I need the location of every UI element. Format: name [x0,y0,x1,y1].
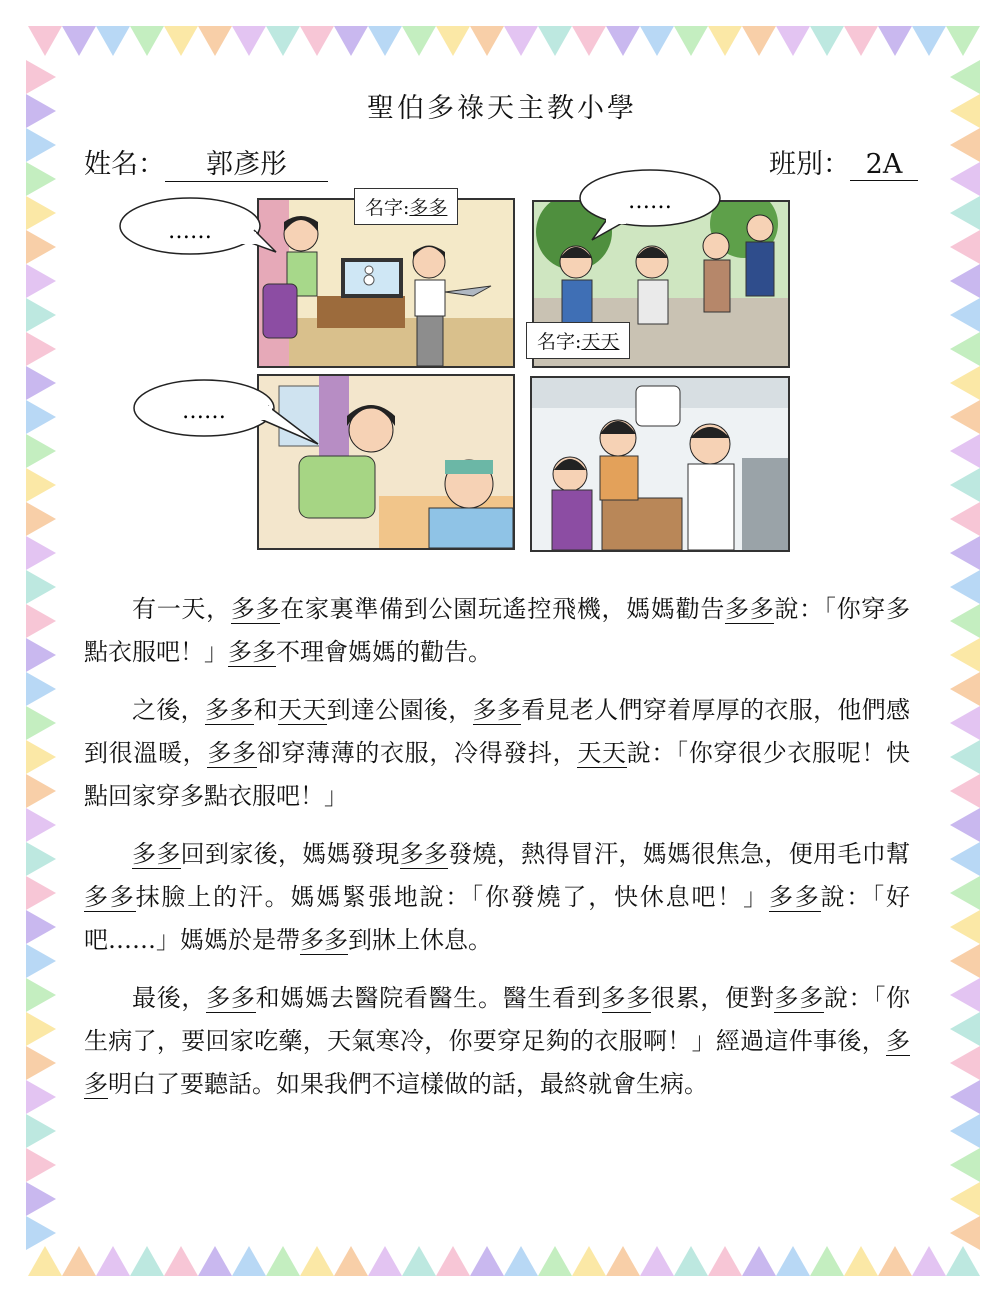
underlined-name: 多多 [206,984,256,1012]
border-triangle [640,1246,674,1276]
border-triangle [810,1246,844,1276]
border-triangle [436,1246,470,1276]
border-triangle [62,1246,96,1276]
story-text-run: 不理會媽媽的勸告。 [276,638,492,666]
border-triangle [26,1080,56,1114]
border-triangle [878,26,912,56]
border-triangle [776,1246,810,1276]
border-triangle [26,774,56,808]
border-triangle [62,26,96,56]
border-triangle [26,570,56,604]
border-triangle [26,1148,56,1182]
border-triangle [950,502,980,536]
tag-name: 天天 [581,331,620,353]
border-triangle [198,1246,232,1276]
border-triangle [606,1246,640,1276]
border-triangle [950,1182,980,1216]
border-triangle [26,434,56,468]
tag-prefix: 名字: [365,197,410,219]
border-triangle [950,1080,980,1114]
story-text-run: 抹臉上的汗。媽媽緊張地說：「你發燒了，快休息吧！」 [135,883,769,911]
name-tag-tiantian [526,322,630,359]
border-triangle [640,26,674,56]
underlined-name: 多多 [207,739,257,767]
border-triangle [26,196,56,230]
story-text-run: 和媽媽去醫院看醫生。醫生看到 [255,984,602,1012]
class-field [769,142,918,181]
name-field [84,142,328,182]
border-triangle [950,808,980,842]
story-text-run: 到達公園後， [326,696,473,724]
story-text-run: 回到家後，媽媽發現 [180,840,400,868]
border-triangle [674,26,708,56]
underlined-name: 多多 [472,696,522,724]
name-label: 姓名： [84,149,165,180]
border-triangle [950,196,980,230]
border-triangle [26,230,56,264]
story-text-run: 之後， [132,696,205,724]
doctor-scene-illustration [532,378,788,550]
border-triangle [742,26,776,56]
border-triangle [26,366,56,400]
border-triangle [130,26,164,56]
border-triangle [950,468,980,502]
border-triangle [26,672,56,706]
border-triangle [26,1114,56,1148]
bubble-text: …… [628,189,672,214]
border-triangle [198,26,232,56]
underlined-name: 多多 [768,883,821,911]
border-triangle [950,774,980,808]
border-triangle [742,1246,776,1276]
border-triangle [266,1246,300,1276]
border-triangle [266,26,300,56]
class-value: 2A [850,149,918,181]
border-triangle [26,468,56,502]
bubble-text: …… [168,219,212,244]
border-triangle [606,26,640,56]
border-triangle [950,910,980,944]
border-triangle [946,1246,980,1276]
story-text-run: 明白了要聽話。如果我們不這樣做的話，最終就會生病。 [108,1070,708,1098]
border-triangle [950,264,980,298]
border-triangle [26,1216,56,1250]
border-triangle [402,26,436,56]
border-triangle [130,1246,164,1276]
border-triangle [674,1246,708,1276]
tag-name: 多多 [409,197,448,219]
border-triangle [844,1246,878,1276]
border-triangle [950,298,980,332]
border-triangle [26,740,56,774]
border-triangle [232,1246,266,1276]
border-triangle [946,26,980,56]
story-text-run: 發燒，熱得冒汗，媽媽很焦急，便用毛巾幫 [448,840,911,868]
story-text-run: 說：「你穿很少衣服呢！快點回家穿多點衣服吧！」 [84,739,911,810]
border-triangle [950,672,980,706]
speech-bubble-tiantian [578,166,728,242]
border-triangle [26,1046,56,1080]
underlined-name: 多多 [204,696,254,724]
border-triangle [28,26,62,56]
border-triangle [810,26,844,56]
border-triangle [538,26,572,56]
border-triangle [776,26,810,56]
story-text-run: 卻穿薄薄的衣服，冷得發抖， [256,739,578,767]
underlined-name: 多多 [300,926,348,954]
border-triangle [912,1246,946,1276]
border-triangle [950,1216,980,1250]
story-text [84,588,910,1121]
story-paragraph-4 [84,977,910,1106]
border-triangle [96,26,130,56]
border-triangle [950,978,980,1012]
name-tag-duoduo [354,188,458,225]
border-triangle [26,502,56,536]
underlined-name: 多多 [84,1027,910,1098]
story-text-run: 最後， [132,984,207,1012]
border-triangle [504,1246,538,1276]
underlined-name: 多多 [774,984,824,1012]
border-triangle [950,434,980,468]
underlined-name: 天天 [577,739,627,767]
border-triangle [26,1182,56,1216]
border-triangle [164,26,198,56]
border-triangle [26,978,56,1012]
border-triangle [950,1148,980,1182]
border-triangle [950,1012,980,1046]
school-title: 聖伯多祿天主教小學 [367,93,637,124]
border-triangle [470,1246,504,1276]
border-triangle [950,400,980,434]
story-text-run: 很累，便對 [650,984,775,1012]
story-text-run: 到牀上休息。 [348,926,492,954]
border-triangle [164,1246,198,1276]
border-triangle [950,944,980,978]
story-paragraph-1 [84,588,910,674]
story-text-run: 和 [253,696,278,724]
name-value: 郭彥彤 [165,142,328,182]
border-triangle [26,944,56,978]
border-triangle [912,26,946,56]
border-triangle [26,842,56,876]
underlined-name: 多多 [132,840,181,868]
border-triangle [572,1246,606,1276]
border-triangle [368,1246,402,1276]
story-paragraph-2 [84,689,910,818]
border-triangle [950,1114,980,1148]
border-triangle [844,26,878,56]
speech-bubble-mom-home [118,194,278,264]
border-triangle [26,264,56,298]
border-triangle [26,162,56,196]
border-triangle [26,1012,56,1046]
border-triangle [26,706,56,740]
border-triangle [708,1246,742,1276]
border-triangle [26,400,56,434]
border-triangle [878,1246,912,1276]
border-triangle [950,1046,980,1080]
border-triangle [232,26,266,56]
story-text-run: 在家裏準備到公園玩遙控飛機，媽媽勸告 [280,595,726,623]
border-triangle [470,26,504,56]
story-text-run: 說：「好吧……」媽媽於是帶 [84,883,910,954]
underlined-name: 多多 [228,638,276,666]
border-triangle [26,128,56,162]
class-label: 班別： [769,149,850,180]
border-triangle [950,570,980,604]
border-triangle [334,1246,368,1276]
border-triangle [26,876,56,910]
border-triangle [708,26,742,56]
border-triangle [950,706,980,740]
border-triangle [300,26,334,56]
border-triangle [950,162,980,196]
border-triangle [572,26,606,56]
border-triangle [300,1246,334,1276]
border-triangle [368,26,402,56]
story-text-run: 說：「你生病了，要回家吃藥，天氣寒冷，你要穿足夠的衣服啊！」經過這件事後， [84,984,911,1055]
story-text-run: 有一天， [132,595,231,623]
border-triangle [950,604,980,638]
border-triangle [950,128,980,162]
border-triangle [950,332,980,366]
border-triangle [26,638,56,672]
bubble-text: …… [182,399,226,424]
border-triangle [28,1246,62,1276]
border-triangle [26,298,56,332]
underlined-name: 天天 [277,696,327,724]
border-triangle [26,910,56,944]
border-triangle [26,808,56,842]
story-paragraph-3 [84,833,910,962]
border-triangle [538,1246,572,1276]
border-triangle [26,604,56,638]
border-triangle [26,536,56,570]
underlined-name: 多多 [601,984,651,1012]
border-triangle [950,740,980,774]
border-triangle [950,876,980,910]
border-triangle [504,26,538,56]
tag-prefix: 名字: [537,331,582,353]
underlined-name: 多多 [230,595,281,623]
border-triangle [950,366,980,400]
border-triangle [402,1246,436,1276]
speech-bubble-mom-bedroom [132,376,322,448]
underlined-name: 多多 [725,595,775,623]
comic-panel-doctor [530,376,790,552]
story-text-run: 看見老人們穿着厚厚的衣服，他們感到很溫暖， [84,696,911,767]
border-triangle [436,26,470,56]
border-triangle [334,26,368,56]
border-triangle [950,536,980,570]
border-triangle [950,638,980,672]
underlined-name: 多多 [84,883,136,911]
underlined-name: 多多 [399,840,449,868]
border-triangle [950,230,980,264]
story-text-run: 說：「你穿多點衣服吧！」 [84,595,911,666]
border-triangle [950,842,980,876]
border-triangle [96,1246,130,1276]
border-triangle [26,332,56,366]
